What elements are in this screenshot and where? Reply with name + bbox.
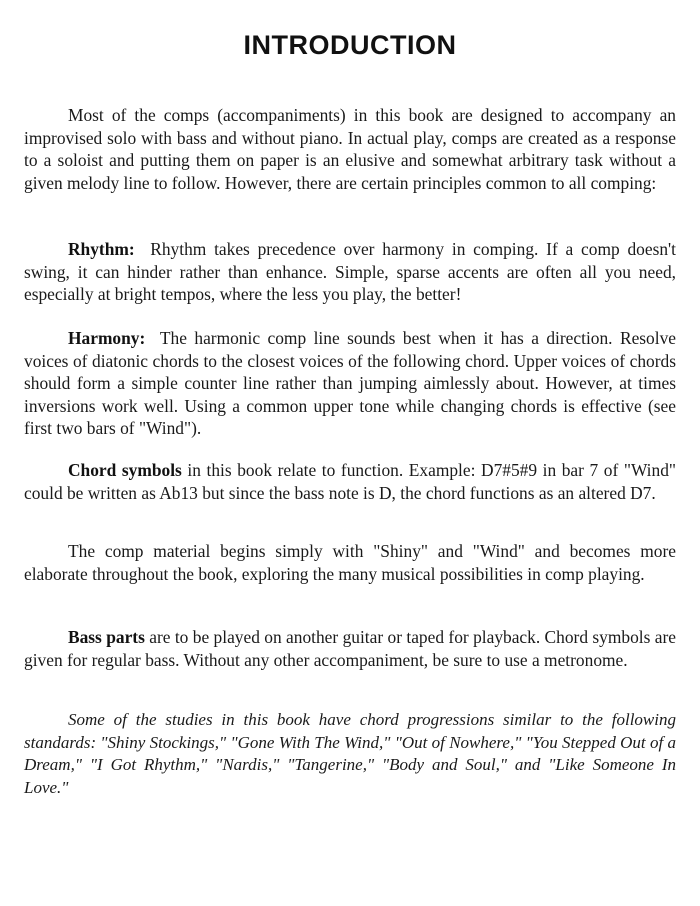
rhythm-heading: Rhythm:: [68, 239, 135, 259]
standards-text: Some of the studies in this book have chord progressions similar to the following standards: "Shiny Stockings," "Gone With The Wind," "Out of Nowhere," "You Stepped Out of a Dream," "I Got Rhythm," "Nardis," "Tangerine," "Body and Soul," and "Like Someone In Love.": [24, 710, 676, 797]
intro-text: Most of the comps (accompaniments) in this book are designed to accompany an improvised solo with bass and without piano. In actual play, comps are created as a response to a soloist and putting them on paper is an elusive and somewhat arbitrary task without a given melody line to follow. However, there are certain principles common to all comping:: [24, 105, 676, 193]
material-paragraph: [24, 540, 676, 585]
harmony-text: The harmonic comp line sounds best when it has a direction. Resolve voices of diatonic chords to the closest voices of the following chord. Upper voices of chords should form a simple counter line rather than jumping aimlessly about. However, at times inversions work well. Using a common upper tone while changing chords is effective (see first two bars of "Wind").: [24, 328, 676, 439]
rhythm-text: Rhythm takes precedence over harmony in comping. If a comp doesn't swing, it can hinder rather than enhance. Simple, sparse accents are often all you need, especially at bright tempos, where the less you play, the better!: [24, 239, 676, 305]
page-title: INTRODUCTION: [243, 30, 457, 60]
bass-parts-paragraph: [24, 626, 676, 671]
chord-symbols-heading: Chord symbols: [68, 460, 182, 480]
material-text: The comp material begins simply with "Shiny" and "Wind" and becomes more elaborate throughout the book, exploring the many musical possibilities in comp playing.: [24, 541, 676, 584]
rhythm-paragraph: [24, 238, 676, 306]
chord-symbols-text: in this book relate to function. Example: D7#5#9 in bar 7 of "Wind" could be written as Ab13 but since the bass note is D, the chord functions as an altered D7.: [24, 460, 676, 503]
harmony-heading: Harmony:: [68, 328, 146, 348]
harmony-paragraph: [24, 327, 676, 440]
bass-parts-heading: Bass parts: [68, 627, 145, 647]
intro-paragraph: [24, 104, 676, 194]
standards-paragraph: [24, 709, 676, 799]
chord-symbols-paragraph: [24, 459, 676, 504]
bass-parts-text: are to be played on another guitar or taped for playback. Chord symbols are given for regular bass. Without any other accompaniment, be sure to use a metronome.: [24, 627, 677, 670]
